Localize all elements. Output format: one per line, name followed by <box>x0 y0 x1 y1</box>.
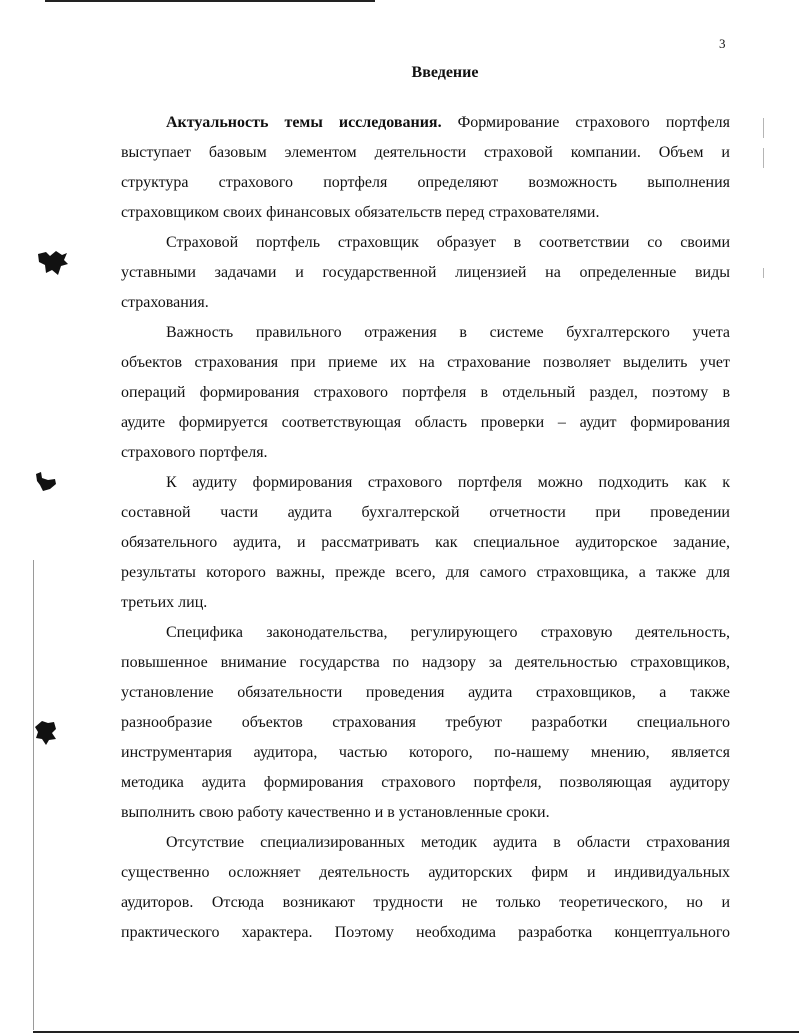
text-line: объектов страхования при приеме их на страхование позволяет выделить учет <box>121 354 730 371</box>
paragraph <box>121 228 730 318</box>
text-line: структура страхового портфеля определяют возможность выполнения <box>121 174 730 191</box>
text-line: практического характера. Поэтому необходима разработка концептуального <box>121 924 730 941</box>
paragraph <box>121 318 730 468</box>
text-line: Специфика законодательства, регулирующего страховую деятельность, <box>166 624 730 641</box>
scan-edge-right <box>763 268 764 278</box>
text-line: уставными задачами и государственной лицензией на определенные виды <box>121 264 730 281</box>
ink-blot-mark <box>34 471 58 493</box>
text-line: результаты которого важны, прежде всего, для самого страховщика, а также для <box>121 564 730 581</box>
ink-blot-mark <box>34 720 58 746</box>
paragraph <box>121 108 730 228</box>
scan-edge-right <box>763 118 764 138</box>
text-line: аудите формируется соответствующая область проверки – аудит формирования <box>121 414 730 431</box>
text-line: К аудиту формирования страхового портфеля можно подходить как к <box>166 474 730 491</box>
text-line: Отсутствие специализированных методик аудита в области страхования <box>166 834 730 851</box>
text-line <box>121 108 730 138</box>
paragraph <box>121 618 730 828</box>
text-line: обязательного аудита, и рассматривать как специальное аудиторское задание, <box>121 534 730 551</box>
text-line: страховщиком своих финансовых обязательств перед страхователями. <box>121 204 600 221</box>
document-body <box>121 108 730 948</box>
ink-blot-mark <box>36 248 70 278</box>
text-line: выступает базовым элементом деятельности страховой компании. Объем и <box>121 144 730 161</box>
scan-edge-top <box>45 0 375 2</box>
bold-lead-phrase: Актуальность темы исследования. <box>166 114 442 131</box>
text-line: разнообразие объектов страхования требуют разработки специального <box>121 714 730 731</box>
scan-edge-right <box>763 148 764 168</box>
text-line: Страховой портфель страховщик образует в соответствии со своими <box>166 234 730 251</box>
text-line: третьих лиц. <box>121 594 208 611</box>
text-line: аудиторов. Отсюда возникают трудности не только теоретического, но и <box>121 894 730 911</box>
scan-edge-left <box>33 560 34 1030</box>
text-line: операций формирования страхового портфеля в отдельный раздел, поэтому в <box>121 384 730 401</box>
paragraph <box>121 468 730 618</box>
text-fragment: Формирование страхового портфеля <box>441 114 730 131</box>
page-number: 3 <box>719 36 726 51</box>
text-line: повышенное внимание государства по надзору за деятельностью страховщиков, <box>121 654 730 671</box>
page-title: Введение <box>411 64 479 81</box>
text-line: установление обязательности проведения аудита страховщиков, а также <box>121 684 730 701</box>
scan-edge-bottom <box>33 1031 799 1033</box>
text-line: выполнить свою работу качественно и в установленные сроки. <box>121 804 550 821</box>
text-line: методика аудита формирования страхового портфеля, позволяющая аудитору <box>121 774 730 791</box>
text-line: страхового портфеля. <box>121 444 268 461</box>
text-line: составной части аудита бухгалтерской отчетности при проведении <box>121 504 730 521</box>
text-line: существенно осложняет деятельность аудиторских фирм и индивидуальных <box>121 864 730 881</box>
paragraph <box>121 828 730 948</box>
text-line: инструментария аудитора, частью которого, по-нашему мнению, является <box>121 744 730 761</box>
text-line: Важность правильного отражения в системе бухгалтерского учета <box>166 324 730 341</box>
text-line: страхования. <box>121 294 209 311</box>
